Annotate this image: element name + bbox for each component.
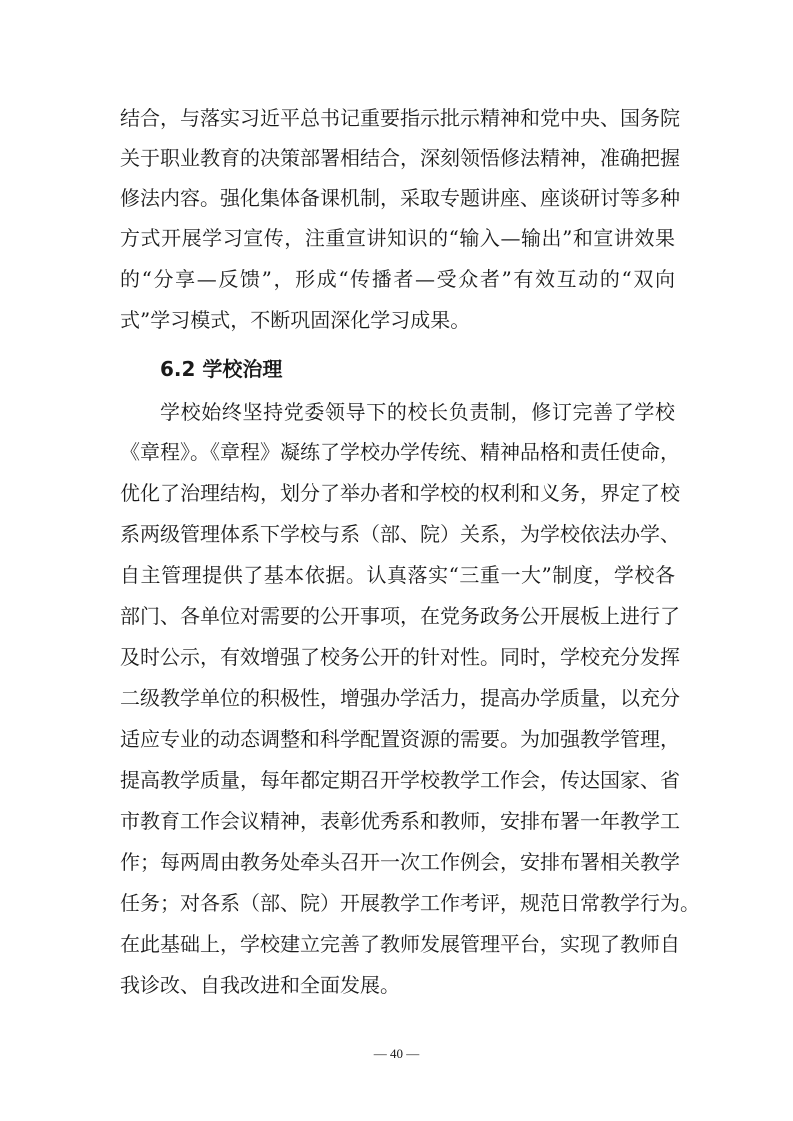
page-number: — 40 — [373, 1046, 420, 1061]
paragraph-line: 的“分享—反馈”，形成“传播者—受众者”有效互动的“双向 [120, 267, 675, 291]
paragraph-line: 优化了治理结构，划分了举办者和学校的权利和义务，界定了校 [120, 481, 680, 505]
section-heading: 6.2 学校治理 [160, 357, 283, 381]
paragraph-line: 方式开展学习宣传，注重宣讲知识的“输入—输出”和宣讲效果 [120, 226, 675, 250]
paragraph-line: 部门、各单位对需要的公开事项，在党务政务公开展板上进行了 [120, 604, 680, 628]
paragraph-line: 关于职业教育的决策部署相结合，深刻领悟修法精神，准确把握 [120, 146, 680, 170]
paragraph-line: 学校始终坚持党委领导下的校长负责制，修订完善了学校 [160, 400, 675, 424]
paragraph-line: 适应专业的动态调整和科学配置资源的需要。为加强教学管理， [120, 727, 680, 751]
paragraph-line: 修法内容。强化集体备课机制，采取专题讲座、座谈研讨等多种 [120, 186, 680, 210]
paragraph-line: 提高教学质量，每年都定期召开学校教学工作会，传达国家、省 [120, 768, 680, 792]
paragraph-line: 我诊改、自我改进和全面发展。 [120, 973, 400, 997]
paragraph-line: 系两级管理体系下学校与系（部、院）关系，为学校依法办学、 [120, 522, 680, 546]
paragraph-line: 《章程》。《章程》凝练了学校办学传统、精神品格和责任使命， [120, 440, 680, 464]
paragraph-line: 作；每两周由教务处牵头召开一次工作例会，安排布署相关教学 [120, 850, 680, 874]
paragraph-line: 及时公示，有效增强了校务公开的针对性。同时，学校充分发挥 [120, 645, 680, 669]
paragraph-line: 二级教学单位的积极性，增强办学活力，提高办学质量，以充分 [120, 686, 680, 710]
paragraph-line: 结合，与落实习近平总书记重要指示批示精神和党中央、国务院 [120, 106, 680, 130]
paragraph-line: 任务；对各系（部、院）开展教学工作考评，规范日常教学行为。 [120, 891, 700, 915]
paragraph-line: 在此基础上，学校建立完善了教师发展管理平台，实现了教师自 [120, 932, 680, 956]
paragraph-line: 自主管理提供了基本依据。认真落实“三重一大”制度，学校各 [120, 563, 675, 587]
paragraph-line: 式”学习模式，不断巩固深化学习成果。 [120, 308, 471, 332]
paragraph-line: 市教育工作会议精神，表彰优秀系和教师，安排布署一年教学工 [120, 809, 680, 833]
